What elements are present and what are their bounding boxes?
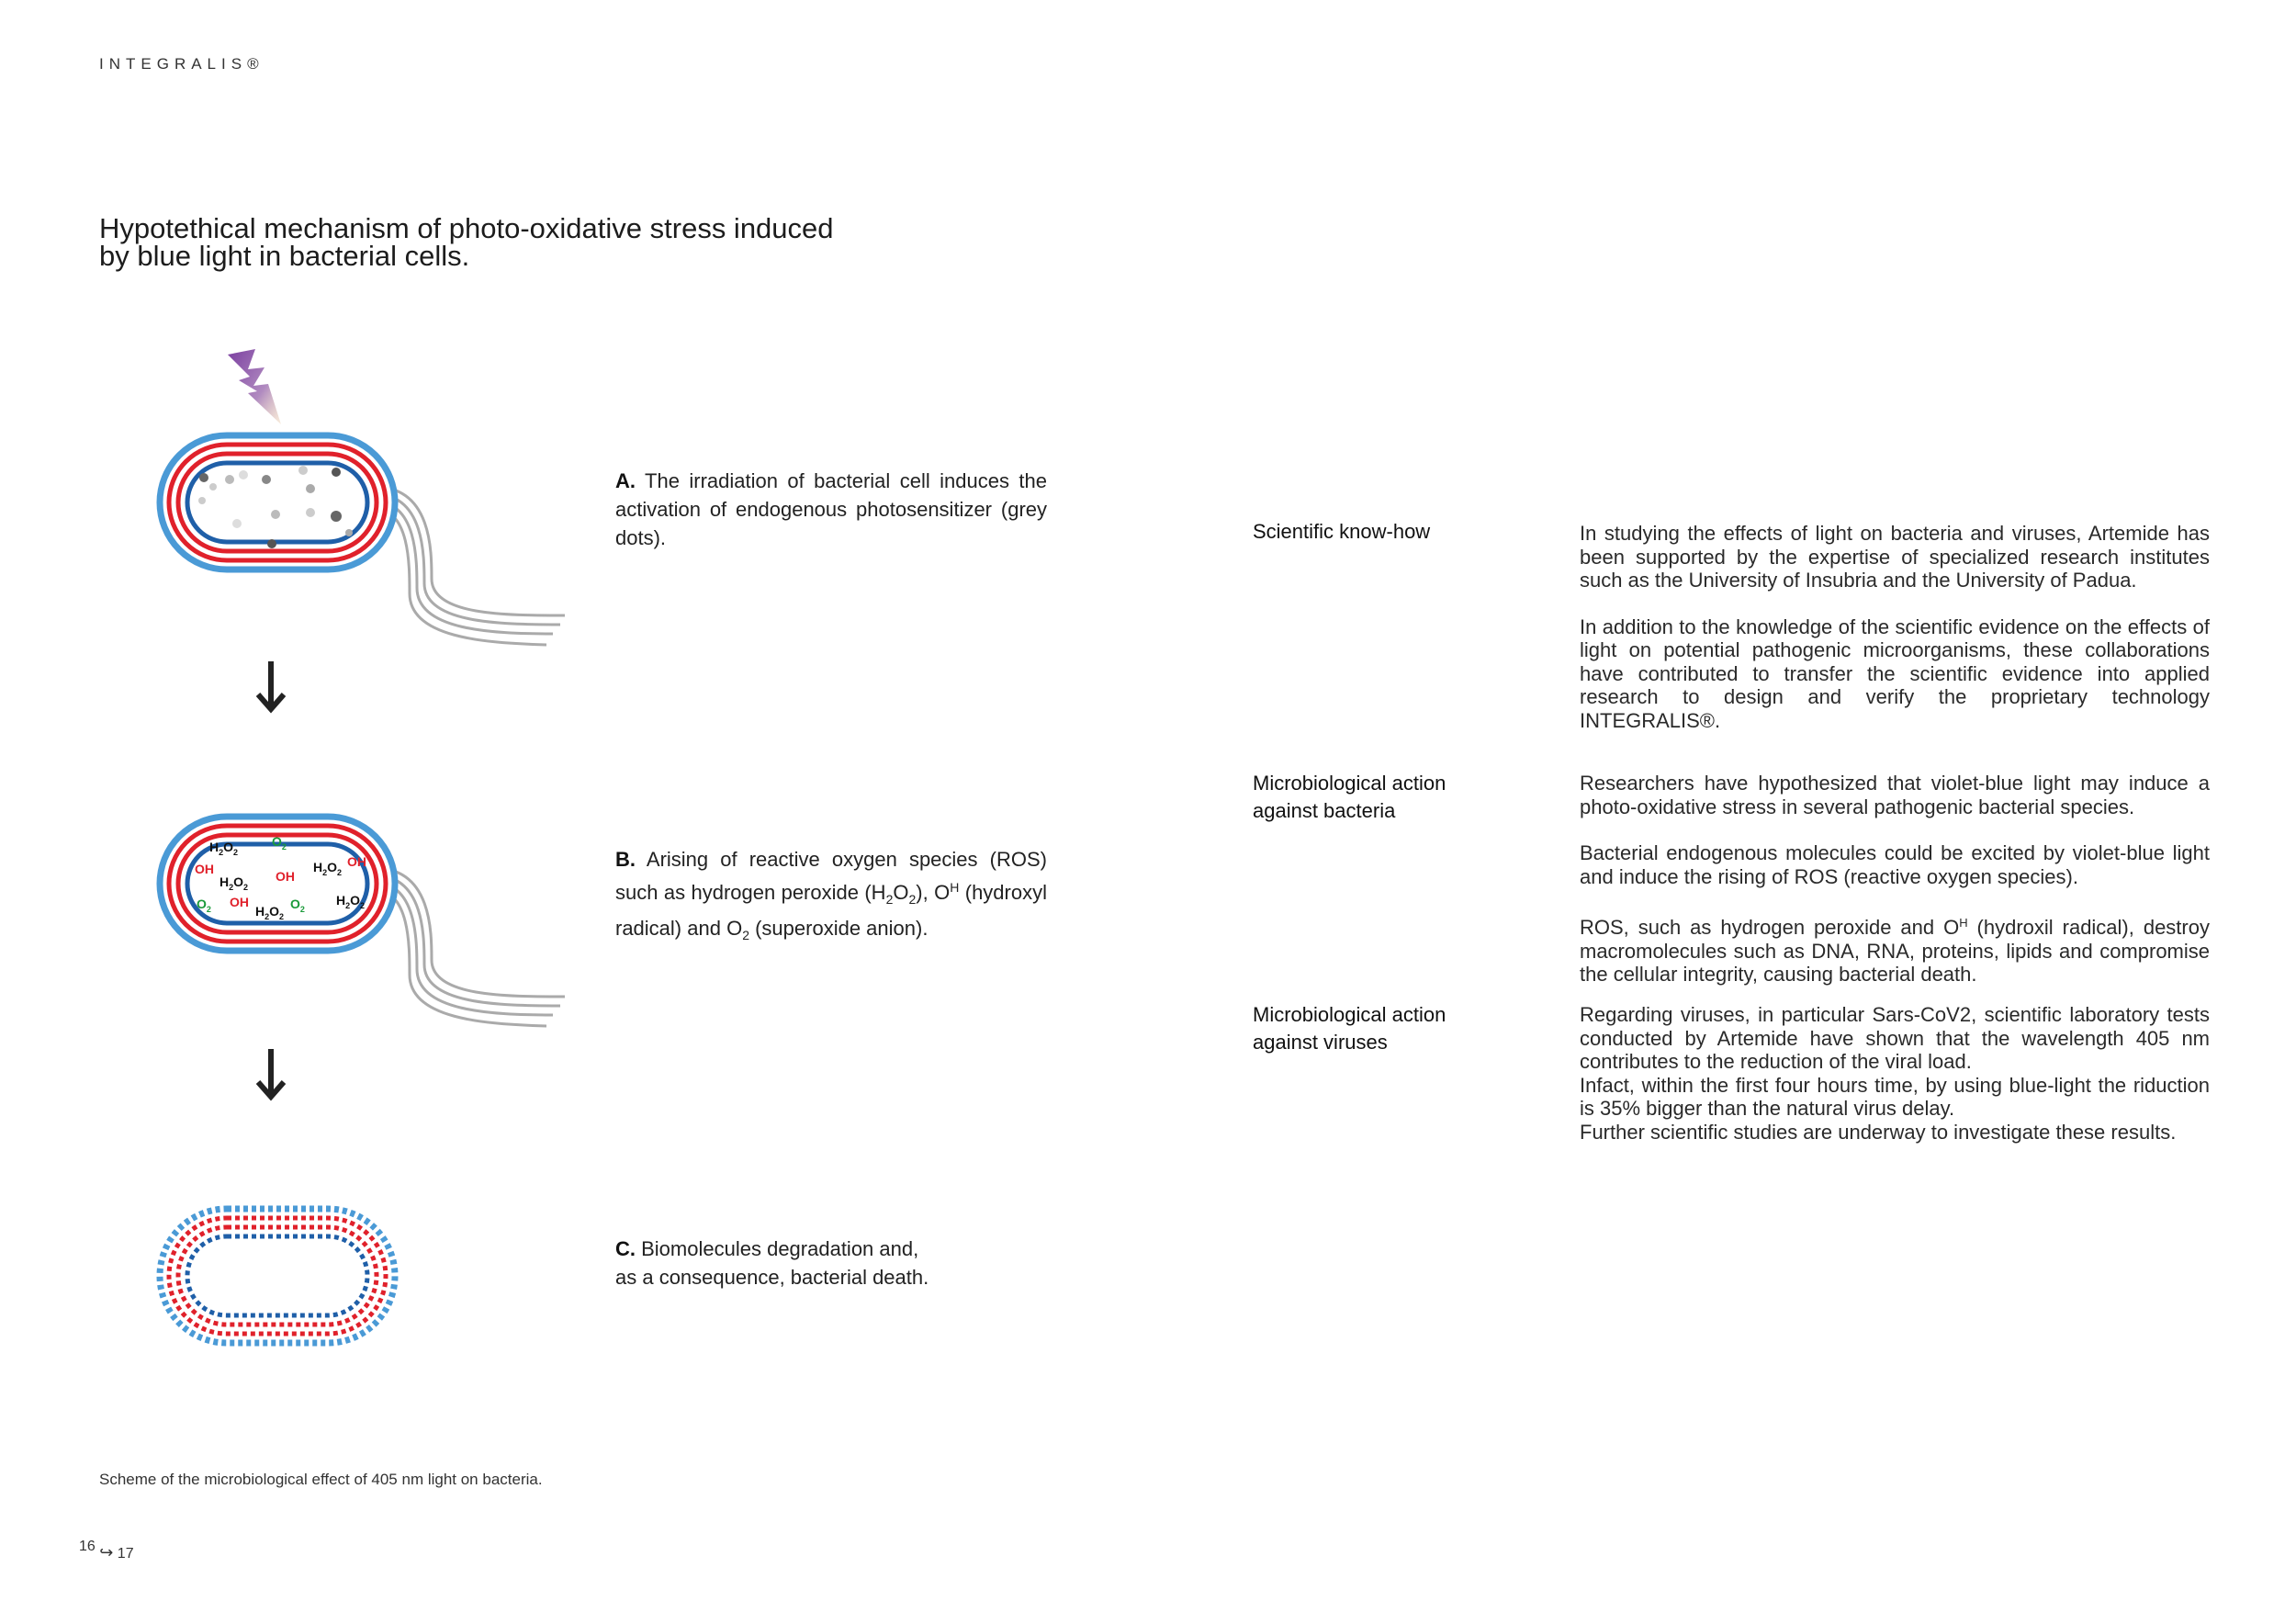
- step-b-letter: B.: [615, 848, 636, 871]
- paragraph-line: Regarding viruses, in particular Sars-CoV2, scientific laboratory tests conducted by Artemide have shown that the wavelength 405 nm contributes to the reduction of the viral load.: [1580, 1003, 2210, 1073]
- molecule-h2o2: $H_2O_2$: [209, 840, 239, 857]
- step-c-text: C. Biomolecules degradation and, as a consequence, bacterial death.: [615, 1237, 929, 1289]
- inner-membrane-degraded: [187, 1236, 367, 1315]
- page-number-left: 16: [79, 1539, 96, 1554]
- inner-membrane: [187, 463, 367, 542]
- brand-name: INTEGRALIS®: [99, 55, 264, 73]
- molecule-h2o2: $H_2O_2$: [219, 874, 249, 892]
- step-a-letter: A.: [615, 469, 636, 492]
- section-body-viruses: [1580, 1003, 2210, 1144]
- step-a-description: The irradiation of bacterial cell induces the activation of endogenous photosensitizer (grey dots).: [615, 469, 1047, 549]
- molecule-o2: $O_2$: [272, 834, 287, 851]
- figure-caption: Scheme of the microbiological effect of 405 nm light on bacteria.: [99, 1471, 543, 1488]
- paragraph: In studying the effects of light on bacteria and viruses, Artemide has been supported by the expertise of specialized research institutes such as the University of Insubria and the University of Padua.: [1580, 522, 2210, 592]
- paragraph-line: Infact, within the first four hours time, by using blue-light the riduction is 35% bigger than the natural virus delay.: [1580, 1073, 2210, 1120]
- molecule-h2o2: $H_2O_2$: [336, 893, 366, 910]
- section-body-know-how: [1580, 522, 2210, 755]
- lightning-icon: [220, 349, 294, 432]
- page-numbers: [79, 1539, 134, 1562]
- step-c-letter: C.: [615, 1237, 636, 1260]
- red-membrane-degraded: [178, 1227, 377, 1325]
- title-line-2: by blue light in bacterial cells.: [99, 240, 470, 272]
- section-body-bacteria: [1580, 772, 2210, 1009]
- section-heading-know-how: Scientific know-how: [1253, 520, 1431, 543]
- page-title: [99, 212, 926, 272]
- step-b-text: B. Arising of reactive oxygen species (ROS) such as hydrogen peroxide $(H_2O_2)$, $O^H$ (hydroxyl radical) and $O_2$ (superoxide anion).: [615, 848, 1047, 942]
- molecule-oh: OH: [276, 869, 295, 884]
- molecule-h2o2: $H_2O_2$: [313, 860, 343, 877]
- title-line-1: Hypotethical mechanism of photo-oxidative stress induced: [99, 212, 834, 244]
- down-arrow-icon: [253, 1047, 289, 1102]
- molecule-o2: $O_2$: [197, 897, 211, 914]
- step-a-text: [615, 467, 1047, 552]
- section-heading-bacteria: Microbiological action against bacteria: [1253, 772, 1446, 822]
- molecule-o2: $O_2$: [290, 897, 305, 914]
- molecule-h2o2: $H_2O_2$: [255, 904, 285, 921]
- paragraph: ROS, such as hydrogen peroxide and $O^H$ (hydroxil radical), destroy macromolecules such as DNA, RNA, proteins, lipids and compromise the cellular integrity, causing bacterial death.: [1580, 916, 2210, 986]
- molecule-oh: OH: [347, 854, 366, 869]
- page-turn-icon: ↪: [99, 1543, 114, 1562]
- section-heading-viruses: Microbiological action against viruses: [1253, 1003, 1446, 1054]
- paragraph: Researchers have hypothesized that violet-blue light may induce a photo-oxidative stress in several pathogenic bacterial species.: [1580, 772, 2210, 818]
- bacterial-cell-a: [156, 432, 569, 652]
- down-arrow-icon: [253, 660, 289, 715]
- paragraph: Bacterial endogenous molecules could be excited by violet-blue light and induce the rising of ROS (reactive oxygen species).: [1580, 841, 2210, 888]
- bacterial-cell-c: [156, 1205, 404, 1352]
- flagella: [375, 868, 565, 1026]
- paragraph: In addition to the knowledge of the scientific evidence on the effects of light on potential pathogenic microorganisms, these collaborations have contributed to transfer the scientific evidence into applied research to design and verify the proprietary technology INTEGRALIS®.: [1580, 615, 2210, 732]
- molecule-oh: OH: [230, 895, 249, 909]
- page-number-right: 17: [117, 1546, 134, 1562]
- molecule-oh: OH: [195, 862, 214, 876]
- paragraph-line: Further scientific studies are underway to investigate these results.: [1580, 1120, 2177, 1144]
- bacterial-cell-b: [156, 813, 569, 1033]
- flagella: [375, 487, 565, 645]
